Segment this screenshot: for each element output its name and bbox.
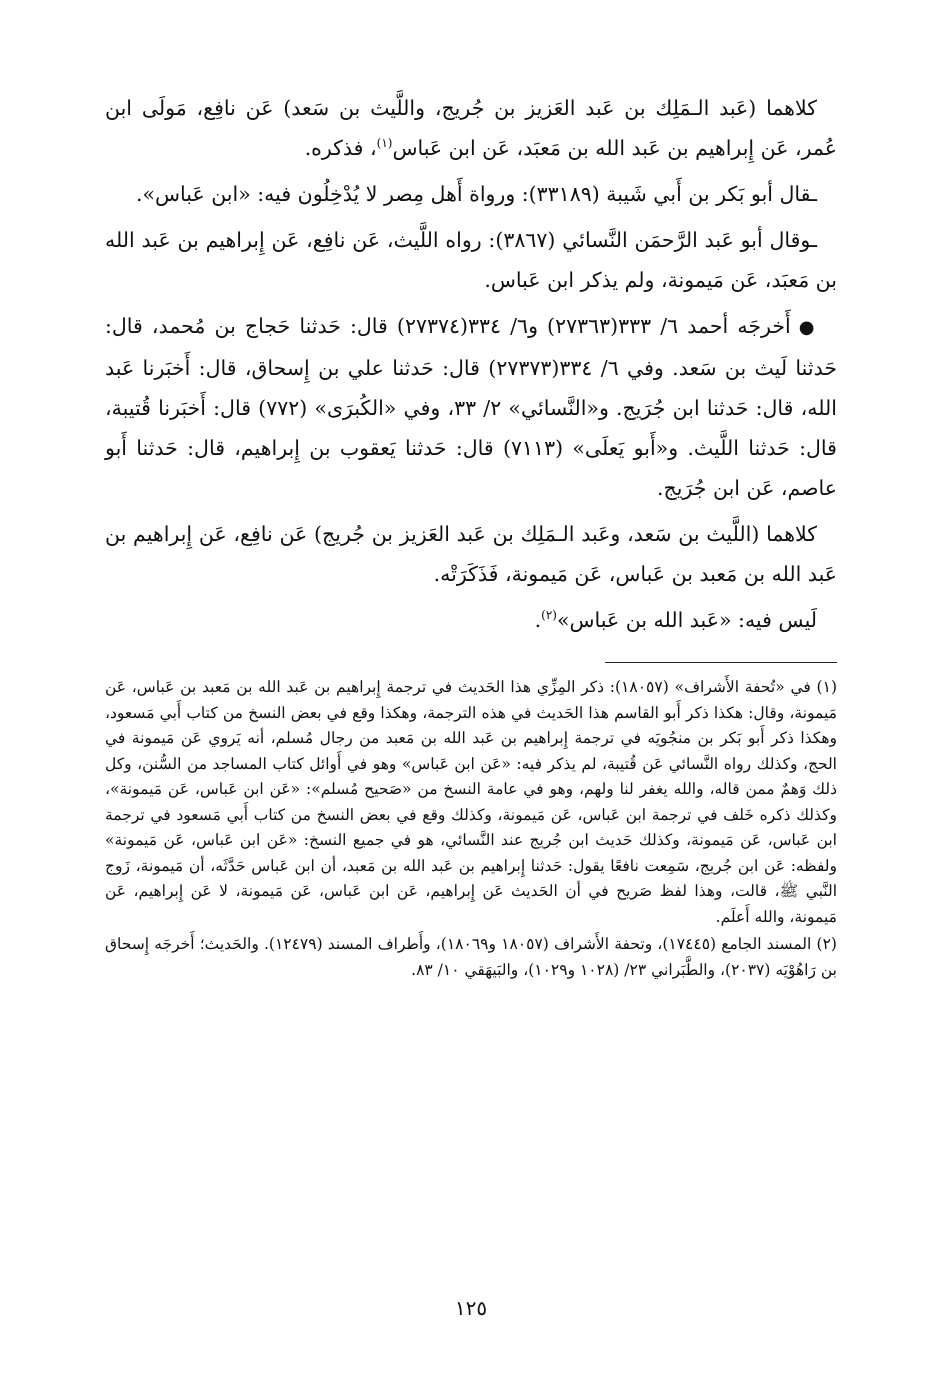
paragraph-5 [105, 514, 837, 594]
paragraph-text: لَيس فيه: «عَبد الله بن عَباس» [556, 608, 817, 632]
footnote-1 [105, 675, 837, 930]
footnote-number: (١) [816, 678, 837, 696]
main-text [105, 88, 837, 640]
footnote-divider [605, 662, 837, 663]
footnote-marker-2[interactable]: (٢) [541, 608, 557, 623]
paragraph-text: ـقال أبو بَكر بن أَبي شَيبة (٣٣١٨٩): ورواة أَهل مِصر لا يُدْخِلُون فيه: «ابن عَباس». [135, 182, 817, 206]
footnote-text: في «تُحفة الأَشراف» (١٨٠٥٧): ذكر المِزِّي هذا الحَديث في ترجمة إِبراهيم بن عَبد الله بن مَعبد بن عَباس، عَن مَيمونة، وقال: هكذا ذكر أَبو القاسم هذا الحَديث في هذه الترجمة، وهكذا وقع في بعض النسخ من كتاب أَبي مَسعود، وهكذا ذكر أَبو بَكر بن منجُويَه في ترجمة إِبراهيم بن عَبد الله بن مَعبد من رجال مُسلم، أنه يَروي عَن مَيمونة في الحج، وكذلك رواه النَّسائي عَن قُتيبة، لم يذكر فيه: «عَن ابن عَباس» وهو في أَوائل كتاب المساجد من السُّنن، وكل ذلك وَهمٌ ممن قاله، والله يغفر لنا ولهم، وهو في عامة النسخ من «صَحيح مُسلم»: «عَن ابن عَباس، عَن مَيمونة»، وكذلك ذكره خَلف في ترجمة ابن عَباس، عَن مَيمونة، وكذلك وقع في بعض النسخ من كتاب أَبي مَسعود في ترجمة ابن عَباس، عَن مَيمونة، وكذلك حَديث ابن جُريج عند النَّسائي، هو في جميع النسخ: «عَن ابن عَباس، عَن مَيمونة» ولفظه: عَن ابن جُريج، سَمِعت نافعًا يقول: حَدثنا إِبراهيم بن عَبد الله بن مَعبد، أن ابن عَباس حَدَّثَه، أن مَيمونة، زَوج النَّبي ﷺ، قالت، وهذا لفظ صَريح في أن الحَديث عَن إِبراهيم، عَن ابن عَباس، عَن مَيمونة، لا عَن إِبراهيم، عَن مَيمونة، والله أَعلَم. [105, 678, 837, 926]
paragraph-tail: ، فذكره. [304, 136, 377, 160]
paragraph-text: ـوقال أبو عَبد الرَّحمَن النَّسائي (٣٨٦٧): رواه اللَّيث، عَن نافِع، عَن إِبراهيم بن عَبد الله بن مَعبَد، عَن مَيمونة، ولم يذكر ابن عَباس. [105, 228, 837, 292]
page-content [105, 88, 837, 985]
paragraph-text: كلاهما (اللَّيث بن سَعد، وعَبد الـمَلِك بن عَبد العَزيز بن جُريج) عَن نافِع، عَن إِبراهيم بن عَبد الله بن مَعبد بن عَباس، عَن مَيمونة، فَذَكَرَتْه. [105, 522, 837, 586]
paragraph-4 [105, 306, 837, 508]
page-number: ١٢٥ [454, 1296, 488, 1320]
paragraph-6 [105, 600, 837, 640]
bullet-icon: ● [798, 317, 817, 338]
footnotes [105, 675, 837, 983]
paragraph-2 [105, 174, 837, 214]
paragraph-tail: . [534, 608, 542, 632]
footnote-marker-1[interactable]: (١) [376, 136, 393, 151]
paragraph-text: أَخرجَه أحمد ٦/ ٣٣٣(٢٧٣٦٣) و٦/ ٣٣٤(٢٧٣٧٤) قال: حَدثنا حَجاج بن مُحمد، قال: حَدثنا لَيث بن سَعد. وفي ٦/ ٣٣٤(٢٧٣٧٣) قال: حَدثنا علي بن إِسحاق، قال: أَخبَرنا عَبد الله، قال: حَدثنا ابن جُرَيج. و«النَّسائي» ٢/ ٣٣، وفي «الكُبرَى» (٧٧٢) قال: أَخبَرنا قُتيبة، قال: حَدثنا اللَّيث. و«أَبو يَعلَى» (٧١١٣) قال: حَدثنا يَعقوب بن إِبراهيم، قال: حَدثنا أَبو عاصم، عَن ابن جُرَيج. [105, 314, 837, 500]
footnote-text: المسند الجامع (١٧٤٤٥)، وتحفة الأَشراف (١٨٠٥٧ و١٨٠٦٩)، وأَطراف المسند (١٢٤٧٩). والحَديث؛ أَخرجَه إِسحاق بن رَاهُوْيَه (٢٠٣٧)، والطَّبَراني ٢٣/ (١٠٢٨ و١٠٢٩)، والبَيهَقي ١٠/ ٨٣. [105, 935, 837, 979]
footnote-2 [105, 932, 837, 983]
paragraph-1 [105, 88, 837, 168]
paragraph-3 [105, 220, 837, 300]
paragraph-text: كلاهما (عَبد الـمَلِك بن عَبد العَزيز بن جُريج، واللَّيث بن سَعد) عَن نافِع، مَولَى ابن عُمر، عَن إِبراهيم بن عَبد الله بن مَعبَد، عَن ابن عَباس [105, 96, 837, 160]
footnote-number: (٢) [816, 935, 837, 953]
